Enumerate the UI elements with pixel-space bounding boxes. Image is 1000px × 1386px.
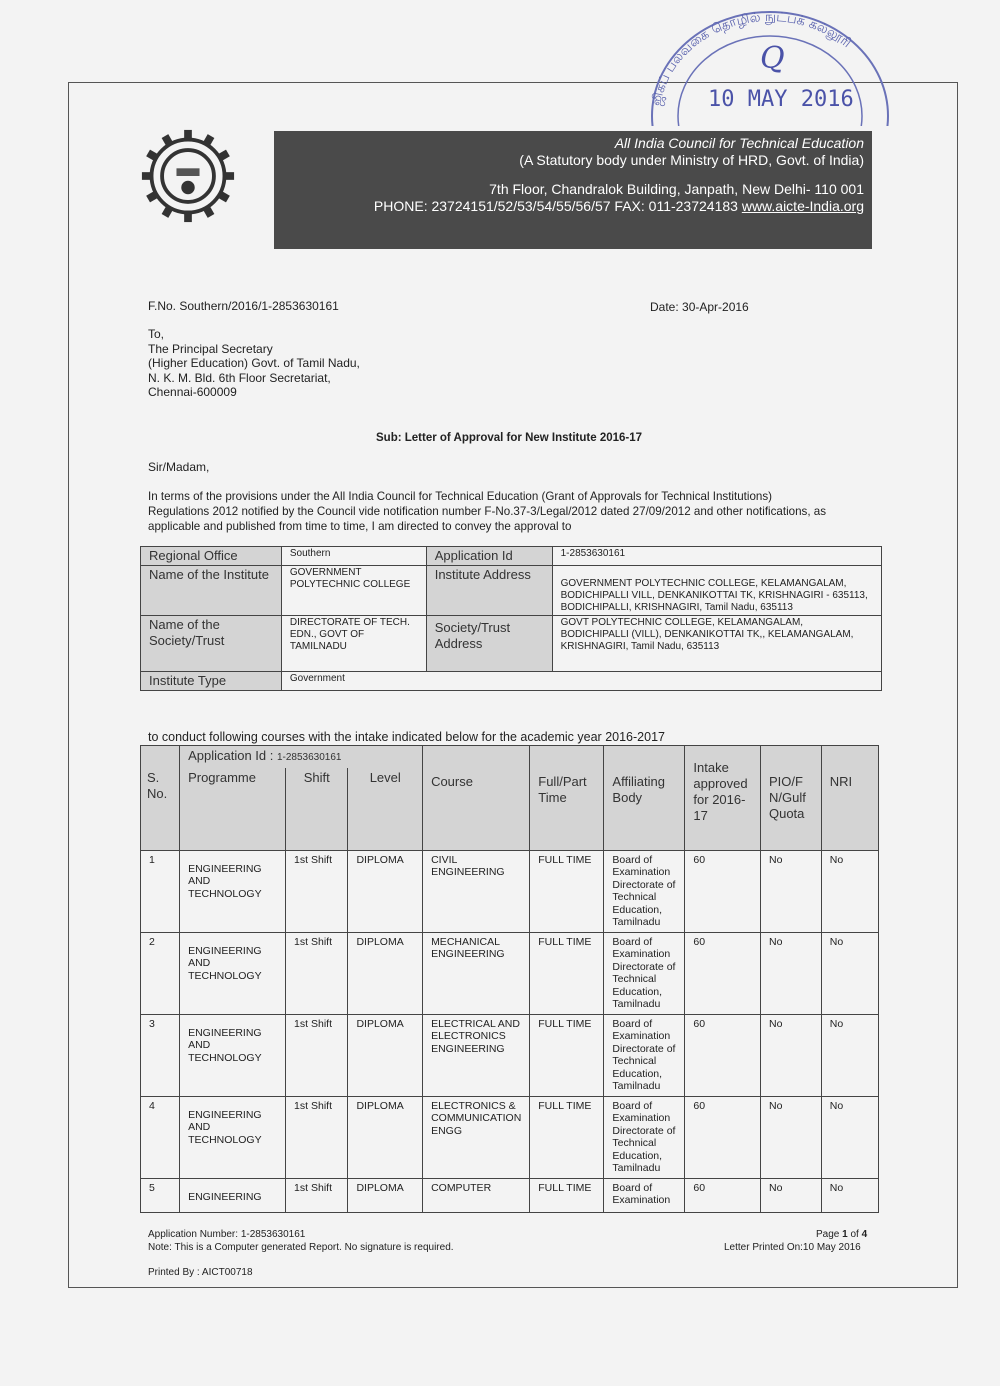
table-header-row — [141, 746, 879, 769]
page-of: of — [847, 1229, 862, 1240]
table-row — [141, 672, 882, 691]
cell-level: DIPLOMA — [348, 850, 423, 932]
courses-application-id-label: Application Id : — [188, 748, 277, 763]
cell-programme: ENGINEERING AND TECHNOLOGY — [180, 1096, 286, 1178]
printed-on: Letter Printed On:10 May 2016 — [724, 1242, 861, 1253]
institute-address-label: Institute Address — [426, 566, 552, 616]
cell-programme: ENGINEERING — [180, 1178, 286, 1212]
cell-course: ELECTRONICS & COMMUNICATION ENGG — [423, 1096, 530, 1178]
header-banner — [274, 131, 872, 249]
col-header-shift: Shift — [286, 768, 348, 850]
contact-line — [274, 198, 864, 215]
society-address-value: GOVT POLYTECHNIC COLLEGE, KELAMANGALAM, BODICHIPALLI (VILL), DENKANIKOTTAI TK,, KELAMANGALAM, KRISHNAGIRI, Tamil Nadu, 635113 — [552, 616, 881, 672]
recipient-line: The Principal Secretary — [148, 341, 273, 356]
col-header-affiliating: Affiliating Body — [604, 746, 685, 851]
website-link[interactable]: www.aicte-India.org — [741, 198, 864, 214]
table-row — [141, 1014, 879, 1096]
aicte-gear-logo — [140, 128, 236, 224]
col-header-nri: NRI — [821, 746, 878, 851]
page-current: 1 — [842, 1229, 848, 1240]
society-name-value: DIRECTORATE OF TECH. EDN., GOVT OF TAMILNADU — [281, 616, 426, 672]
cell-nri: No — [821, 932, 878, 1014]
cell-programme: ENGINEERING AND TECHNOLOGY — [180, 850, 286, 932]
table-row — [141, 1178, 879, 1212]
institute-type-label: Institute Type — [141, 672, 282, 691]
cell-intake: 60 — [685, 1178, 761, 1212]
col-header-pio-quota: PIO/F N/Gulf Quota — [760, 746, 821, 851]
stamp-initial: Q — [760, 41, 785, 76]
cell-programme: ENGINEERING AND TECHNOLOGY — [180, 932, 286, 1014]
regional-office-value: Southern — [281, 547, 426, 566]
cell-intake: 60 — [685, 850, 761, 932]
cell-pio-quota: No — [760, 850, 821, 932]
cell-course: MECHANICAL ENGINEERING — [423, 932, 530, 1014]
institute-name-label: Name of the Institute — [141, 566, 282, 616]
application-id-label: Application Id — [426, 547, 552, 566]
table-row — [141, 566, 882, 616]
cell-intake: 60 — [685, 1096, 761, 1178]
table-row — [141, 547, 882, 566]
cell-nri: No — [821, 1178, 878, 1212]
phone-fax: PHONE: 23724151/52/53/54/55/56/57 FAX: 011-23724183 — [373, 198, 742, 214]
cell-shift: 1st Shift — [286, 1014, 348, 1096]
institute-name-value: GOVERNMENT POLYTECHNIC COLLEGE — [281, 566, 426, 616]
col-header-level: Level — [348, 768, 423, 850]
cell-programme: ENGINEERING AND TECHNOLOGY — [180, 1014, 286, 1096]
cell-level: DIPLOMA — [348, 1178, 423, 1212]
cell-affiliating-body: Board of Examination — [604, 1178, 685, 1212]
cell-time: FULL TIME — [530, 1014, 604, 1096]
courses-table — [140, 745, 879, 1213]
page-indicator — [816, 1229, 867, 1242]
cell-shift: 1st Shift — [286, 932, 348, 1014]
file-number: F.No. Southern/2016/1-2853630161 — [148, 299, 339, 313]
cell-time: FULL TIME — [530, 850, 604, 932]
cell-shift: 1st Shift — [286, 1178, 348, 1212]
col-header-sno: S. No. — [141, 768, 180, 850]
cell-sno: 1 — [141, 850, 180, 932]
letter-date: Date: 30-Apr-2016 — [650, 300, 749, 314]
stamp-date: 10 MAY 2016 — [708, 87, 854, 112]
cell-course: ELECTRICAL AND ELECTRONICS ENGINEERING — [423, 1014, 530, 1096]
body-line: In terms of the provisions under the All India Council for Technical Education (Grant of Approvals for Technical Institutions) — [148, 490, 773, 503]
society-address-label: Society/Trust Address — [426, 616, 552, 672]
printed-by: Printed By : AICT00718 — [148, 1267, 253, 1278]
cell-time: FULL TIME — [530, 1178, 604, 1212]
regional-office-label: Regional Office — [141, 547, 282, 566]
institute-type-value: Government — [281, 672, 881, 691]
table-row — [141, 616, 882, 672]
cell-nri: No — [821, 1014, 878, 1096]
cell-sno: 2 — [141, 932, 180, 1014]
cell-shift: 1st Shift — [286, 850, 348, 932]
org-address: 7th Floor, Chandralok Building, Janpath, New Delhi- 110 001 — [489, 181, 864, 197]
institute-address-value: GOVERNMENT POLYTECHNIC COLLEGE, KELAMANGALAM, BODICHIPALLI VILL, DENKANIKOTTAI TK, KRISHNAGIRI - 635113, BODICHIPALLI, KRISHNAGIRI, Tamil Nadu, 635113 — [552, 566, 881, 616]
statutory-line: (A Statutory body under Ministry of HRD, Govt. of India) — [519, 152, 864, 168]
stamp-ring-text: ஜிகப் பலவகை தொழில் நுட்பக் கல்லூரி — [649, 10, 854, 108]
application-id-value: 1-2853630161 — [552, 547, 881, 566]
cell-sno: 3 — [141, 1014, 180, 1096]
cell-pio-quota: No — [760, 1014, 821, 1096]
cell-pio-quota: No — [760, 932, 821, 1014]
page-prefix: Page — [816, 1229, 843, 1240]
society-name-label: Name of the Society/Trust — [141, 616, 282, 672]
recipient-line: To, — [148, 327, 165, 341]
cell-level: DIPLOMA — [348, 1096, 423, 1178]
recipient-line: N. K. M. Bld. 6th Floor Secretariat, — [148, 370, 331, 385]
table-row — [141, 932, 879, 1014]
col-header-programme: Programme — [180, 768, 286, 850]
salutation: Sir/Madam, — [148, 460, 210, 474]
org-name: All India Council for Technical Education — [614, 135, 864, 151]
courses-application-id-value: 1-2853630161 — [276, 752, 342, 763]
table-row — [141, 850, 879, 932]
cell-nri: No — [821, 850, 878, 932]
cell-level: DIPLOMA — [348, 932, 423, 1014]
footer-application-number: Application Number: 1-2853630161 — [148, 1229, 306, 1240]
cell-sno: 4 — [141, 1096, 180, 1178]
body-line: Regulations 2012 notified by the Council vide notification number F-No.37-3/Legal/2012 dated 27/09/2012 and other notifications, as — [148, 505, 827, 518]
col-header-intake: Intake approved for 2016-17 — [685, 746, 761, 851]
college-seal-stamp — [640, 6, 890, 126]
cell-intake: 60 — [685, 1014, 761, 1096]
page-total: 4 — [861, 1229, 868, 1240]
cell-intake: 60 — [685, 932, 761, 1014]
body-line: applicable and published from time to time, I am directed to convey the approval to — [148, 520, 572, 533]
header-spacer — [141, 746, 180, 769]
recipient-address — [148, 327, 360, 400]
courses-application-id — [180, 746, 423, 769]
cell-time: FULL TIME — [530, 932, 604, 1014]
cell-sno: 5 — [141, 1178, 180, 1212]
cell-course: COMPUTER — [423, 1178, 530, 1212]
table-row — [141, 1096, 879, 1178]
cell-nri: No — [821, 1096, 878, 1178]
cell-affiliating-body: Board of Examination Directorate of Technical Education, Tamilnadu — [604, 1014, 685, 1096]
cell-level: DIPLOMA — [348, 1014, 423, 1096]
courses-intro: to conduct following courses with the intake indicated below for the academic year 2016-2017 — [148, 730, 665, 744]
cell-pio-quota: No — [760, 1096, 821, 1178]
recipient-line: (Higher Education) Govt. of Tamil Nadu, — [148, 356, 360, 370]
footer-note: Note: This is a Computer generated Report. No signature is required. — [148, 1242, 454, 1253]
col-header-fullpart: Full/Part Time — [530, 746, 604, 851]
cell-affiliating-body: Board of Examination Directorate of Technical Education, Tamilnadu — [604, 850, 685, 932]
cell-shift: 1st Shift — [286, 1096, 348, 1178]
institute-info-table — [140, 546, 882, 691]
cell-time: FULL TIME — [530, 1096, 604, 1178]
cell-pio-quota: No — [760, 1178, 821, 1212]
recipient-line: Chennai-600009 — [148, 385, 237, 399]
cell-course: CIVIL ENGINEERING — [423, 850, 530, 932]
cell-affiliating-body: Board of Examination Directorate of Technical Education, Tamilnadu — [604, 932, 685, 1014]
body-paragraph — [148, 489, 826, 534]
col-header-course: Course — [423, 746, 530, 851]
subject-line: Sub: Letter of Approval for New Institute 2016-17 — [376, 432, 643, 444]
cell-affiliating-body: Board of Examination Directorate of Technical Education, Tamilnadu — [604, 1096, 685, 1178]
